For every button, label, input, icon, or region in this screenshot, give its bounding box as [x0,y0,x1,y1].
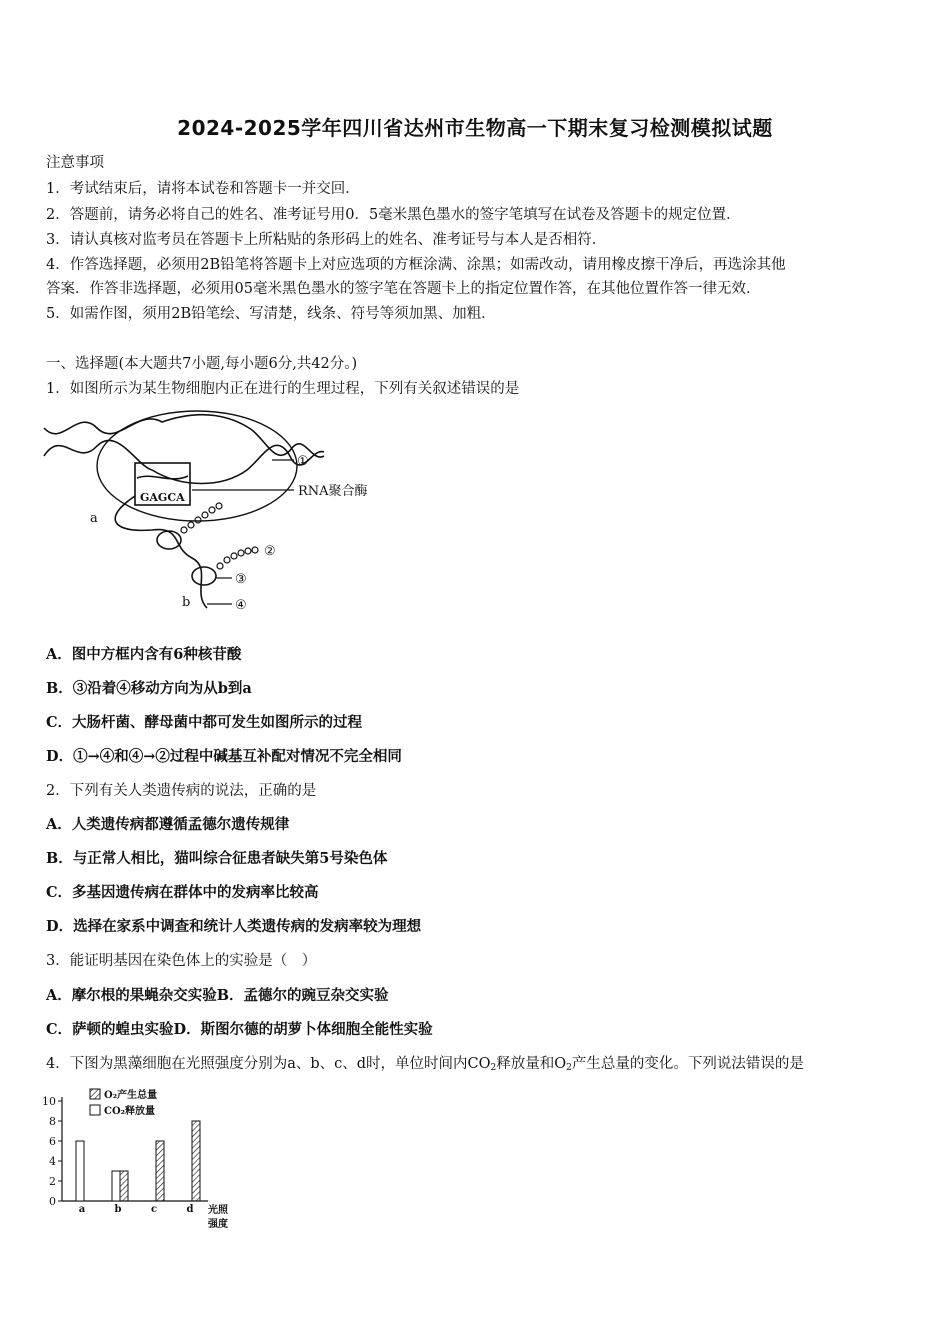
x-axis-label-line1: 光照 [208,1205,228,1216]
notice-heading: 注意事项 [46,155,104,171]
legend-label: CO₂释放量 [104,1106,156,1117]
q1-option-a: A．图中方框内含有6种核苷酸 [46,646,242,663]
legend-label: O₂产生总量 [104,1090,158,1101]
label-2: ② [264,544,276,559]
bar-c-o2 [156,1141,164,1201]
bar-d-o2 [192,1121,200,1201]
x-category-label: c [150,1204,158,1215]
bar-b-co2 [112,1171,120,1201]
q2-option-b: B．与正常人相比，猫叫综合征患者缺失第5号染色体 [46,850,388,867]
q2-stem: 2．下列有关人类遗传病的说法，正确的是 [46,783,317,799]
mrna-strand [115,496,207,608]
legend-swatch [90,1105,100,1115]
box-sequence-label: GAGCA [140,491,185,504]
label-3: ③ [235,572,247,587]
ribosome-2 [192,567,216,585]
page-title: 2024-2025学年四川省达州市生物高一下期末复习检测模拟试题 [177,116,773,140]
q2-option-a: A．人类遗传病都遵循孟德尔遗传规律 [46,816,290,833]
y-tick-label: 4 [49,1155,56,1168]
q1-option-d: D．①→④和④→②过程中碱基互补配对情况不完全相同 [46,748,402,765]
x-category-label: d [186,1204,194,1215]
x-category-label: a [78,1204,86,1215]
y-tick-label: 6 [49,1135,56,1148]
q4-bar-chart [40,1085,250,1235]
q3-options-cd: C．萨顿的蝗虫实验D．斯图尔德的胡萝卜体细胞全能性实验 [46,1021,433,1038]
y-tick-label: 2 [49,1175,56,1188]
label-rna-polymerase: RNA聚合酶 [298,484,368,499]
bar-b-o2 [120,1171,128,1201]
notice-item-1: 1．考试结束后，请将本试卷和答题卡一并交回． [46,181,360,197]
label-b: b [182,595,191,610]
notice-item-2: 2．答题前，请务必将自己的姓名、准考证号用0．5毫米黑色墨水的签字笔填写在试卷及答题卡的规定位置． [46,207,741,223]
notice-item-4: 4．作答选择题，必须用2B铅笔将答题卡上对应选项的方框涂满、涂黑；如需改动，请用橡皮擦干净后，再选涂其他 [46,257,786,273]
template-strand [137,476,188,479]
label-a: a [90,511,98,526]
y-tick-label: 0 [49,1195,56,1208]
q4-stem: 4．下图为黑藻细胞在光照强度分别为a、b、c、d时，单位时间内$CO_2$释放量和$O_2$产生总量的变化。下列说法错误的是 [46,1056,804,1073]
legend-swatch [90,1089,100,1099]
section-heading: 一、选择题(本大题共7小题,每小题6分,共42分。) [46,356,358,372]
x-axis-label-line2: 强度 [208,1219,228,1230]
y-tick-label: 10 [42,1095,56,1108]
label-1: ① [297,454,309,469]
label-4: ④ [235,598,247,613]
notice-item-3: 3．请认真核对监考员在答题卡上所粘贴的条形码上的姓名、准考证号与本人是否相符． [46,232,607,248]
notice-item-5: 5．如需作图，须用2B铅笔绘、写清楚，线条、符号等须加黑、加粗． [46,306,496,322]
ribosome-1 [157,531,181,549]
x-category-label: b [114,1204,122,1215]
q3-stem: 3．能证明基因在染色体上的实验是（ ） [46,953,317,969]
q1-figure [42,408,382,618]
q1-stem: 1．如图所示为某生物细胞内正在进行的生理过程，下列有关叙述错误的是 [46,381,520,397]
q1-option-c: C．大肠杆菌、酵母菌中都可发生如图所示的过程 [46,714,363,731]
q2-option-d: D．选择在家系中调查和统计人类遗传病的发病率较为理想 [46,918,422,935]
dna-strand-1 [44,415,324,457]
y-tick-label: 8 [49,1115,56,1128]
bar-a-co2 [76,1141,84,1201]
q1-option-b: B．③沿着④移动方向为从b到a [46,680,252,697]
q3-options-ab: A．摩尔根的果蝇杂交实验B．孟德尔的豌豆杂交实验 [46,987,389,1004]
q2-option-c: C．多基因遗传病在群体中的发病率比较高 [46,884,319,901]
notice-item-4-cont: 答案．作答非选择题，必须用05毫米黑色墨水的签字笔在答题卡上的指定位置作答，在其他位置作答一律无效． [46,281,761,297]
